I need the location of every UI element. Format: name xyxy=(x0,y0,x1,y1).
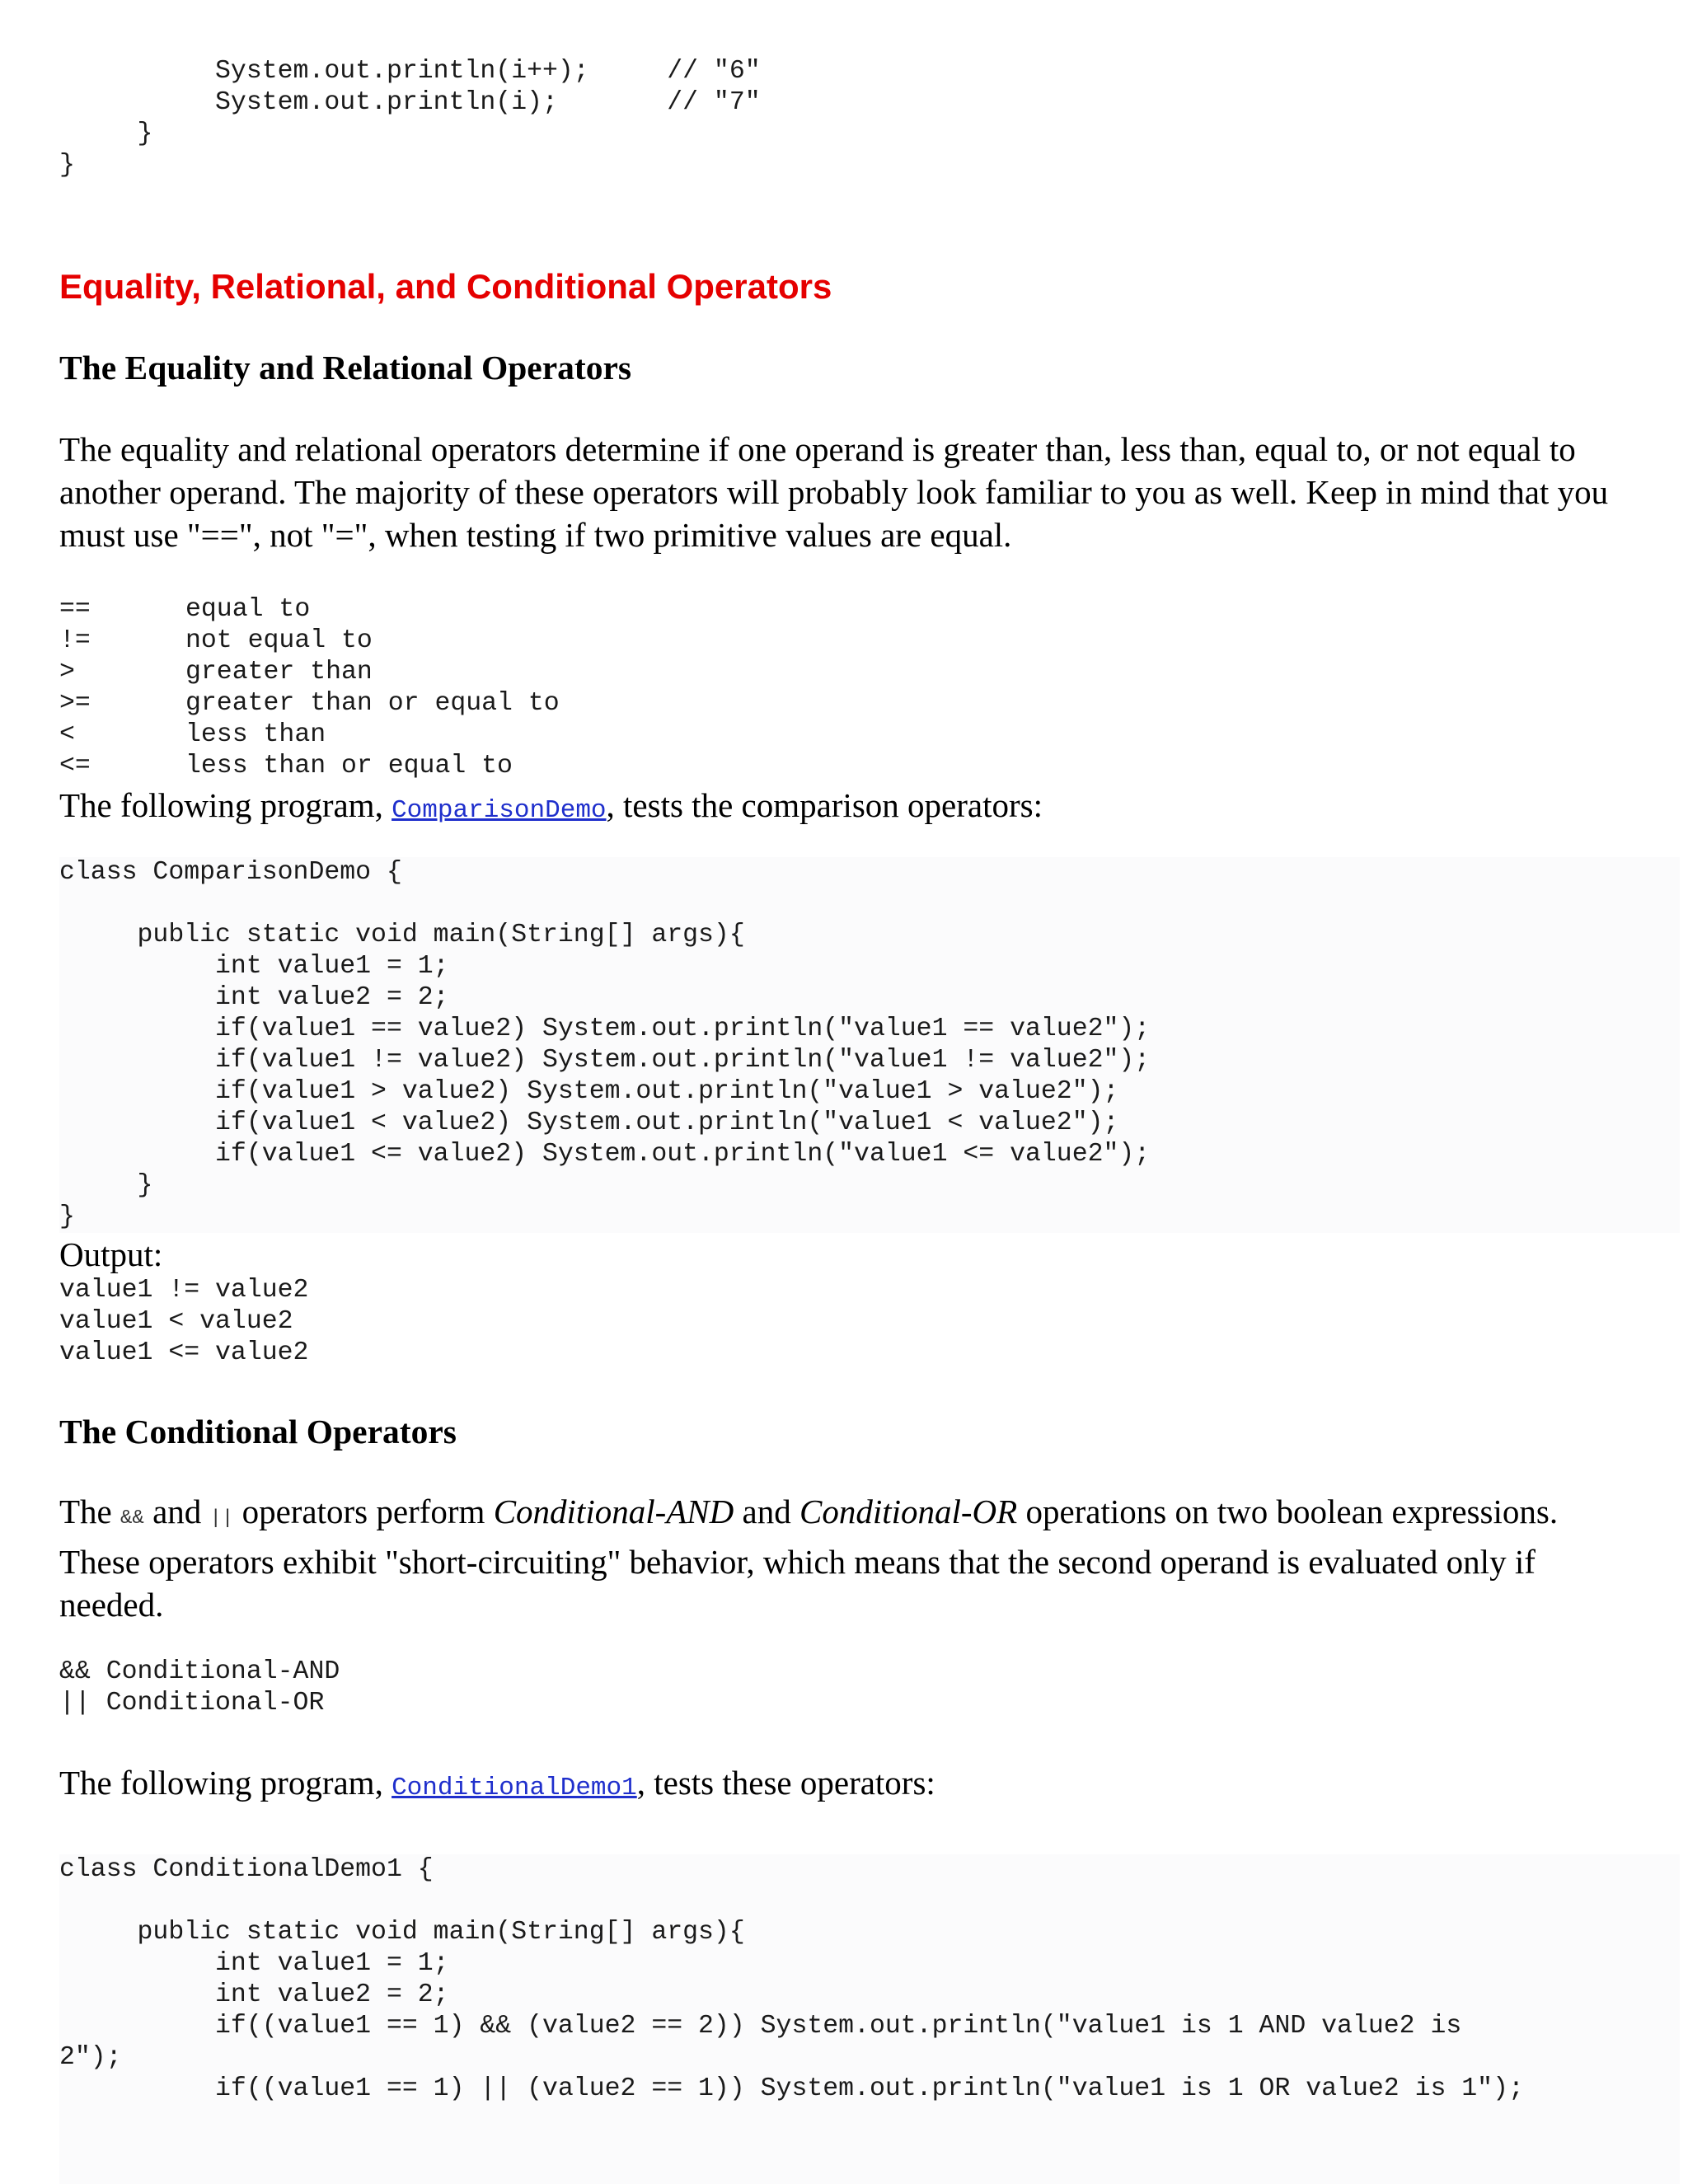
code-line: int value2 = 2; xyxy=(59,983,449,1012)
paragraph-text: and xyxy=(734,1493,799,1530)
operator-description: not equal to xyxy=(185,626,373,655)
code-line: if(value1 == value2) System.out.println("value1 == value2"); xyxy=(59,1015,1151,1043)
operator-row xyxy=(59,657,560,688)
intro-text: The following program, xyxy=(59,1764,392,1802)
comparison-demo-code xyxy=(59,857,1680,1233)
conditional-paragraph xyxy=(59,1490,1642,1626)
operator-description: greater than xyxy=(185,658,373,687)
operator-description: less than or equal to xyxy=(185,752,513,780)
comparison-demo-link[interactable]: ComparisonDemo xyxy=(392,796,607,825)
conditional-heading: The Conditional Operators xyxy=(59,1413,457,1451)
top-code-block xyxy=(59,56,761,181)
code-line: System.out.println(i++); // "6" xyxy=(59,57,761,86)
code-line: } xyxy=(59,120,153,148)
code-line: System.out.println(i); // "7" xyxy=(59,88,761,117)
code-line: if(value1 > value2) System.out.println("value1 > value2"); xyxy=(59,1077,1119,1106)
equality-paragraph: The equality and relational operators determine if one operand is greater than, less than, equal to, or not equal to another operand. The majority of these operators will probably look familiar to you as well. Keep in mind that you must use "==", not "=", when testing if two primitive values are equal. xyxy=(59,430,1609,554)
code-line: if(value1 != value2) System.out.println("value1 != value2"); xyxy=(59,1046,1151,1075)
output-label: Output: xyxy=(59,1235,163,1273)
comparison-intro xyxy=(59,784,1642,832)
intro-text: , tests the comparison operators: xyxy=(606,786,1043,824)
relational-operators-table xyxy=(59,594,560,782)
operator-row xyxy=(59,594,560,626)
code-line: 2"); xyxy=(59,2043,122,2072)
operator-description: equal to xyxy=(185,595,311,624)
or-operator-code: || xyxy=(209,1507,234,1530)
code-line: } xyxy=(59,151,75,180)
conditional-intro xyxy=(59,1761,1642,1810)
output-block xyxy=(59,1275,308,1369)
operator-symbol: > xyxy=(59,658,75,687)
code-line: if(value1 <= value2) System.out.println("value1 <= value2"); xyxy=(59,1140,1151,1169)
code-line: class ConditionalDemo1 { xyxy=(59,1855,434,1884)
code-line: int value1 = 1; xyxy=(59,1949,449,1978)
code-line: public static void main(String[] args){ xyxy=(59,921,745,949)
code-line: if(value1 < value2) System.out.println("value1 < value2"); xyxy=(59,1108,1119,1137)
code-line: int value1 = 1; xyxy=(59,952,449,981)
paragraph-text: and xyxy=(143,1493,210,1530)
operator-row xyxy=(59,751,560,782)
section-title: Equality, Relational, and Conditional Operators xyxy=(59,267,832,306)
code-line: int value2 = 2; xyxy=(59,1980,449,2009)
operator-symbol: <= xyxy=(59,752,91,780)
conditional-or-term: Conditional-OR xyxy=(799,1493,1018,1530)
output-line: value1 <= value2 xyxy=(59,1338,309,1367)
operator-description: less than xyxy=(185,720,326,749)
operator-row xyxy=(59,688,560,719)
conditional-and-term: Conditional-AND xyxy=(493,1493,734,1530)
output-line: value1 < value2 xyxy=(59,1307,293,1336)
and-operator-code: && xyxy=(120,1507,144,1530)
operator-symbol: < xyxy=(59,720,75,749)
code-line: public static void main(String[] args){ xyxy=(59,1918,745,1947)
operator-row xyxy=(59,719,560,751)
code-line: } xyxy=(59,1171,153,1200)
operator-symbol: == xyxy=(59,595,91,624)
intro-text: The following program, xyxy=(59,786,392,824)
operator-description: greater than or equal to xyxy=(185,689,560,718)
operator-line: && Conditional-AND xyxy=(59,1657,340,1686)
intro-text: , tests these operators: xyxy=(636,1764,935,1802)
operator-line: || Conditional-OR xyxy=(59,1689,325,1718)
code-line: if((value1 == 1) && (value2 == 2)) System.out.println("value1 is 1 AND value2 is xyxy=(59,2012,1462,2041)
operator-symbol: >= xyxy=(59,689,91,718)
conditional-demo1-link[interactable]: ConditionalDemo1 xyxy=(392,1774,637,1802)
operator-row xyxy=(59,626,560,657)
code-line: } xyxy=(59,1202,75,1231)
conditional-demo-code xyxy=(59,1854,1680,2184)
operator-symbol: != xyxy=(59,626,91,655)
paragraph-text: operations on two boolean expressions. These operators exhibit "short-circuiting" behavior, which means that the second operand is evaluated only if needed. xyxy=(59,1493,1559,1624)
paragraph-text: The xyxy=(59,1493,120,1530)
output-line: value1 != value2 xyxy=(59,1276,309,1305)
code-line: class ComparisonDemo { xyxy=(59,858,402,887)
paragraph-text: operators perform xyxy=(233,1493,494,1530)
conditional-operators-list xyxy=(59,1657,340,1719)
code-line: if((value1 == 1) || (value2 == 1)) System.out.println("value1 is 1 OR value2 is 1"); xyxy=(59,2074,1524,2103)
equality-heading: The Equality and Relational Operators xyxy=(59,349,632,387)
